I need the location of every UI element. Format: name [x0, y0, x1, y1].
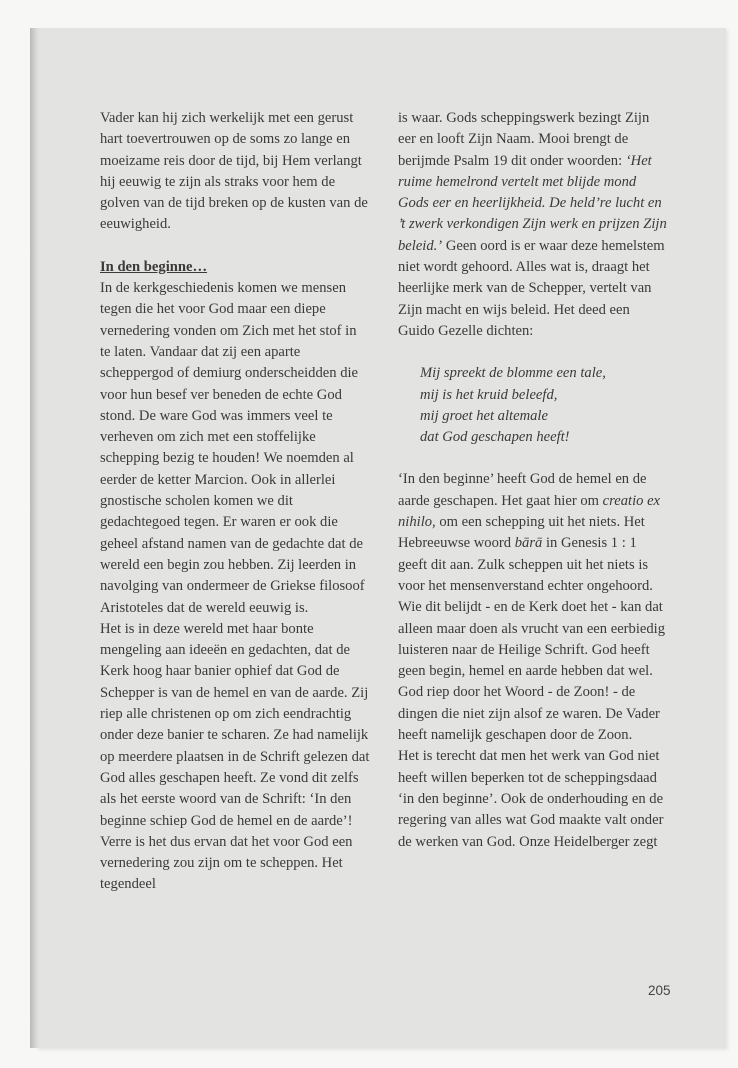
text-run: om een schepping uit het niets. Het Hebreeuwse woord: [398, 514, 645, 552]
paragraph-bonte-mengeling: Het is in deze wereld met haar bonte mengeling aan ideeën en gedachten, dat de Kerk hoog haar banier ophief dat God de Schepper is van de hemel en van de aarde. Zij riep alle christenen op om zich eendrachtig onder deze banier te scharen. Ze had namelijk op meerdere plaatsen in de Schrift gelezen dat God alles geschapen heeft. Ze vond dit zelfs als het eerste woord van de Schrift: ‘In den beginne schiep God de hemel en de aarde’! Verre is het dus ervan dat het voor God een vernedering zou zijn om te scheppen. Het tegendeel: [100, 620, 370, 893]
poem-line: Mij spreekt de blomme een tale,: [420, 365, 606, 382]
text-run: Geen oord is er waar deze hemelstem niet wordt gehoord. Alles wat is, draagt het heerlijke merk van de Schepper, vertelt van Zijn macht en wijs beleid. Het deed een Guido Gezelle dichten:: [398, 237, 665, 339]
right-column: [398, 108, 668, 853]
page-number: 205: [648, 983, 671, 998]
paragraph-in-den-beginne: [398, 469, 668, 746]
poem-line: dat God geschapen heeft!: [420, 429, 570, 446]
text-run: is waar. Gods scheppingswerk bezingt Zijn eer en looft Zijn Naam. Mooi brengt de berijmde Psalm 19 dit onder woorden:: [398, 110, 650, 169]
paragraph-kerkgeschiedenis: In de kerkgeschiedenis komen we mensen tegen die het voor God maar een diepe vernedering vonden om Zich met het stof in te laten. Vandaar dat zij een aparte scheppergod of demiurg onderscheidden die voor hun besef ver beneden de echte God stond. De ware God was immers veel te verheven om zich met een stoffelijke schepping bezig te houden! We noemden al eerder de ketter Marcion. Ook in allerlei gnostische scholen komen we dit gedachtegoed tegen. Er waren er ook die geheel afstand namen van de gedachte dat de wereld een begin zou hebben. Zij leerden in navolging van ondermeer de Griekse filosoof Aristoteles dat de wereld eeuwig is.: [100, 280, 365, 616]
text-run: in Genesis 1 : 1 geeft dit aan. Zulk scheppen uit het niets is voor het mensenverstand echter ongehoord. Wie dit belijdt - en de Kerk doet het - kan dat alleen maar doen als vrucht van een eerbiedig luisteren naar de Heilige Schrift. God heeft geen begin, hemel en aarde hebben dat wel. God riep door het Woord - de Zoon! - de dingen die niet zijn alsof ze waren. De Vader heeft namelijk geschapen door de Zoon.: [398, 535, 666, 744]
poem-line: mij groet het altemale: [420, 407, 548, 424]
poem-gezelle: [420, 363, 668, 448]
section-heading: In den beginne…: [100, 258, 208, 275]
poem-line: mij is het kruid beleefd,: [420, 386, 558, 403]
hebrew-term: bārā: [514, 535, 543, 552]
psalm-quote: ‘Het ruime hemelrond vertelt met blijde mond Gods eer en heerlijkheid. De held’re lucht en ’t zwerk verkondigen Zijn werk en prijzen Zijn beleid.’: [398, 152, 667, 254]
latin-term: creatio ex nihilo,: [398, 492, 661, 531]
paragraph-onderhouding: Het is terecht dat men het werk van God niet heeft willen beperken tot de scheppingsdaad ‘in den beginne’. Ook de onderhouding en de regering van alles wat God maakte valt onder de werken van God. Onze Heidelberger zegt: [398, 748, 664, 850]
left-column: [100, 108, 370, 896]
book-spine: [30, 28, 40, 1048]
text-run: ‘In den beginne’ heeft God de hemel en de aarde geschapen. Het gaat hier om: [398, 471, 647, 509]
intro-paragraph: Vader kan hij zich werkelijk met een gerust hart toevertrouwen op de soms zo lange en moeizame reis door de tijd, bij Hem verlangt hij eeuwig te zijn als straks voor hem de golven van de tijd breken op de kusten van de eeuwigheid.: [100, 110, 368, 233]
paragraph-scheppingswerk: [398, 108, 668, 342]
